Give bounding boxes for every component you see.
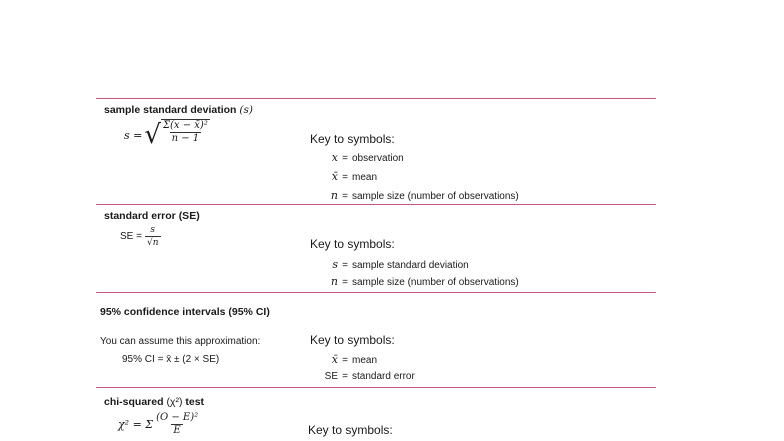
sqrt-sign: √	[144, 120, 161, 150]
section-title-sample-standard-deviation: sample standard deviation (s)	[104, 104, 253, 116]
key-row: n = sample size (number of observations)	[330, 275, 519, 288]
section-divider	[96, 204, 656, 205]
key-title: Key to symbols:	[310, 237, 395, 251]
key-title: Key to symbols:	[310, 333, 395, 347]
fraction: $\frac{\text{(O − E)²}}{E}$	[156, 412, 199, 436]
section-divider	[96, 292, 656, 293]
fraction: $\frac{s}{√n}$	[146, 225, 159, 248]
key-row: s = sample standard deviation	[332, 258, 469, 271]
approximation-note: You can assume this approximation:	[100, 336, 261, 347]
key-row: x = observation	[331, 151, 404, 164]
title-symbol: (s)	[239, 104, 253, 116]
section-title-confidence-intervals: 95% confidence intervals (95% CI)	[100, 306, 270, 318]
key-row: n = sample size (number of observations)	[330, 189, 519, 202]
title-symbol: (χ²)	[166, 396, 183, 408]
formula-standard-deviation: s = √ $\frac{\text{Σ(x − x̄)²}}{n - 1}$	[124, 120, 208, 150]
key-row: SE = standard error	[324, 371, 415, 382]
fraction: $\frac{\text{Σ(x − x̄)²}}{n - 1}$	[162, 120, 208, 144]
section-divider	[96, 98, 656, 99]
section-divider	[96, 387, 656, 388]
section-title-standard-error: standard error (SE)	[104, 210, 200, 222]
key-title: Key to symbols:	[308, 423, 393, 437]
section-title-chi-squared: chi-squared (χ²) test	[104, 396, 205, 408]
key-row: x̄ = mean	[331, 170, 378, 183]
key-title: Key to symbols:	[310, 132, 395, 146]
key-row: x̄ = mean	[331, 353, 378, 366]
formula-confidence-interval: 95% CI = x̄ ± (2 × SE)	[122, 354, 220, 365]
formula-chi-squared: χ² = Σ $\frac{\text{(O − E)²}}{E}$	[118, 412, 199, 436]
formula-standard-error: SE = $\frac{s}{√n}$	[120, 225, 159, 248]
